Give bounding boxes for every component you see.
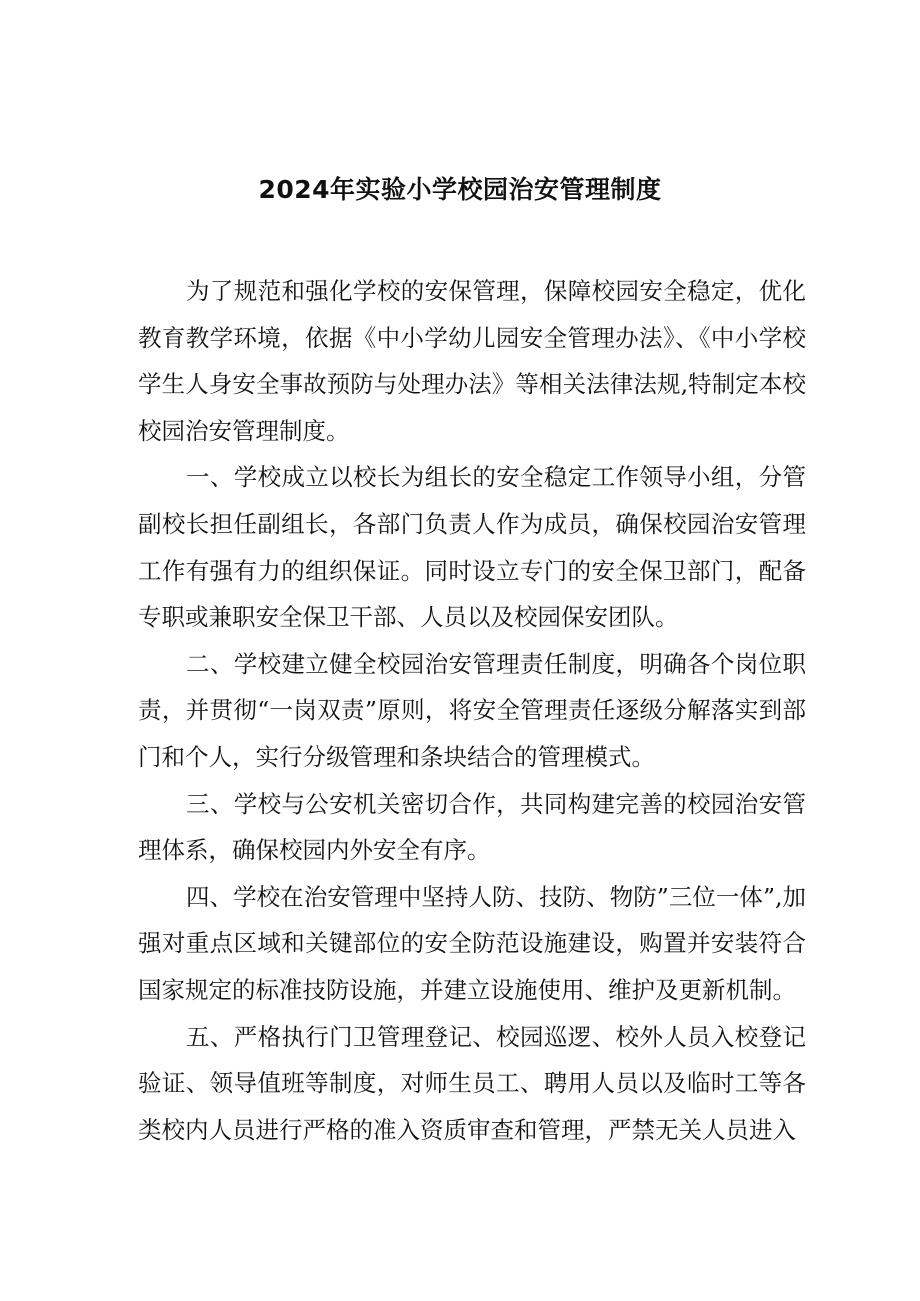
paragraph-5: 五、严格执行门卫管理登记、校园巡逻、校外人员入校登记验证、领导值班等制度，对师生员工、聘用人员以及临时工等各类校内人员进行严格的准入资质审查和管理，严禁无关人员进入 [138, 1022, 806, 1144]
paragraph-intro: 为了规范和强化学校的安保管理，保障校园安全稳定，优化教育教学环境，依据《中小学幼儿园安全管理办法》、《中小学校学生人身安全事故预防与处理办法》等相关法律法规,特制定本校校园治安管理制度。 [138, 277, 806, 445]
document-body [138, 268, 806, 1153]
paragraph-4: 四、学校在治安管理中坚持人防、技防、物防”三位一体”,加强对重点区域和关键部位的安全防范设施建设，购置并安装符合国家规定的标准技防设施，并建立设施使用、维护及更新机制。 [138, 882, 806, 1004]
document-title: 2024年实验小学校园治安管理制度 [258, 175, 662, 204]
paragraph-2: 二、学校建立健全校园治安管理责任制度，明确各个岗位职责，并贯彻“一岗双责”原则，将安全管理责任逐级分解落实到部门和个人，实行分级管理和条块结合的管理模式。 [138, 649, 806, 771]
paragraph-3: 三、学校与公安机关密切合作，共同构建完善的校园治安管理体系，确保校园内外安全有序。 [138, 789, 806, 865]
paragraph-1: 一、学校成立以校长为组长的安全稳定工作领导小组，分管副校长担任副组长，各部门负责人作为成员，确保校园治安管理工作有强有力的组织保证。同时设立专门的安全保卫部门，配备专职或兼职安全保卫干部、人员以及校园保安团队。 [138, 463, 806, 632]
